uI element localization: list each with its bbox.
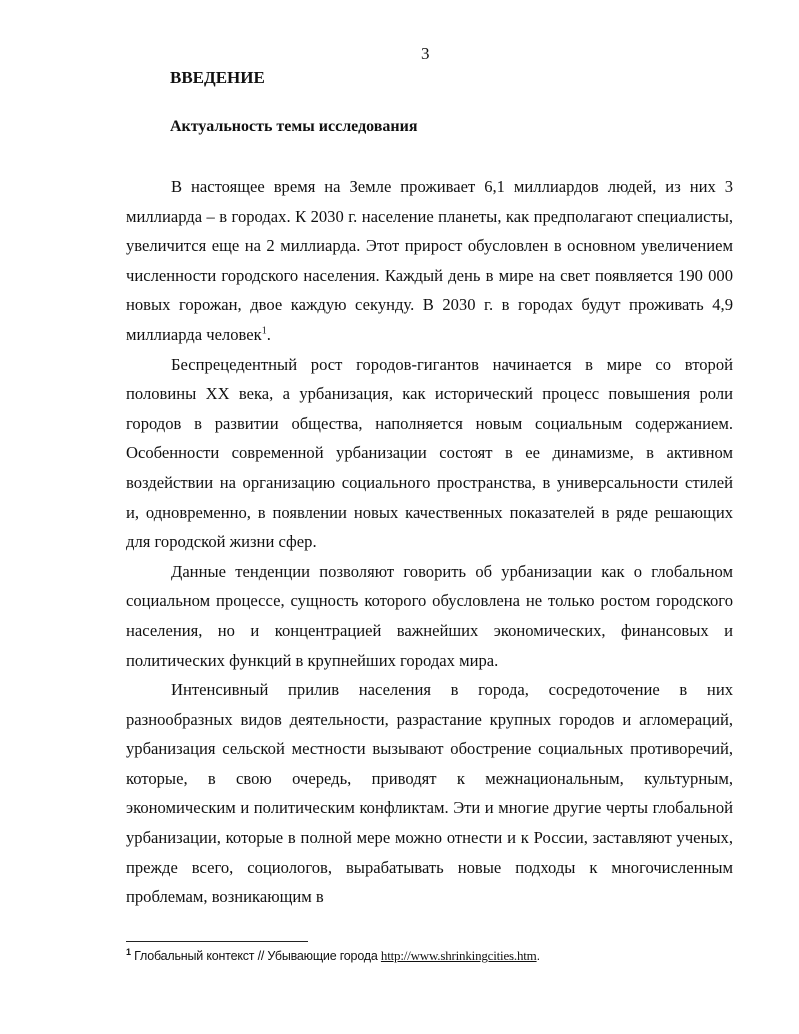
page-heading: ВВЕДЕНИЕ <box>170 68 265 87</box>
footnote-link[interactable]: http://www.shrinkingcities.htm <box>380 948 537 964</box>
paragraph-2: Беспрецедентный рост городов-гигантов начинается в мире со второй половины XX века, а урбанизация, как исторический процесс повышения роли городов в развитии общества, наполняется новым социальным содержанием. Особенности современной урбанизации состоят в ее динамизме, в активном воздействии на организацию социального пространства, в универсальности стилей и, одновременно, в появлении новых качественных показателей в ряде решающих для городской жизни сфер. <box>126 354 733 552</box>
body-text <box>126 172 733 912</box>
footnote-end: . <box>536 949 540 964</box>
footnote-number: 1 <box>126 947 131 957</box>
footnote <box>126 947 540 964</box>
footnote-text: Глобальный контекст // Убывающие города <box>134 949 378 964</box>
paragraph-1 <box>126 172 733 350</box>
footnote-reference[interactable]: 1 <box>261 325 267 337</box>
footnote-divider <box>126 941 308 942</box>
page-number: 3 <box>421 44 430 63</box>
paragraph-3: Данные тенденции позволяют говорить об урбанизации как о глобальном социальном процессе, сущность которого обусловлена не только ростом городского населения, но и концентрацией важнейших экономических, финансовых и политических функций в крупнейших городах мира. <box>126 561 733 670</box>
paragraph-4: Интенсивный прилив населения в города, сосредоточение в них разнообразных видов деятельности, разрастание крупных городов и агломераций, урбанизация сельской местности вызывают обострение социальных противоречий, которые, в свою очередь, приводят к межнациональным, культурным, экономическим и политическим конфликтам. Эти и многие другие черты глобальной урбанизации, которые в полной мере можно отнести и к России, заставляют ученых, прежде всего, социологов, вырабатывать новые подходы к многочисленным проблемам, возникающим в <box>126 680 733 907</box>
paragraph-1-text: В настоящее время на Земле проживает 6,1 миллиардов людей, из них 3 миллиарда – в городах. К 2030 г. население планеты, как предполагают специалисты, увеличится еще на 2 миллиарда. Этот прирост обусловлен в основном увеличением численности городского населения. Каждый день в мире на свет появляется 190 000 новых горожан, двое каждую секунду. В 2030 г. в городах будут проживать 4,9 миллиарда человек <box>126 177 733 344</box>
section-subheading: Актуальность темы исследования <box>170 118 418 135</box>
paragraph-1-end: . <box>266 324 271 344</box>
